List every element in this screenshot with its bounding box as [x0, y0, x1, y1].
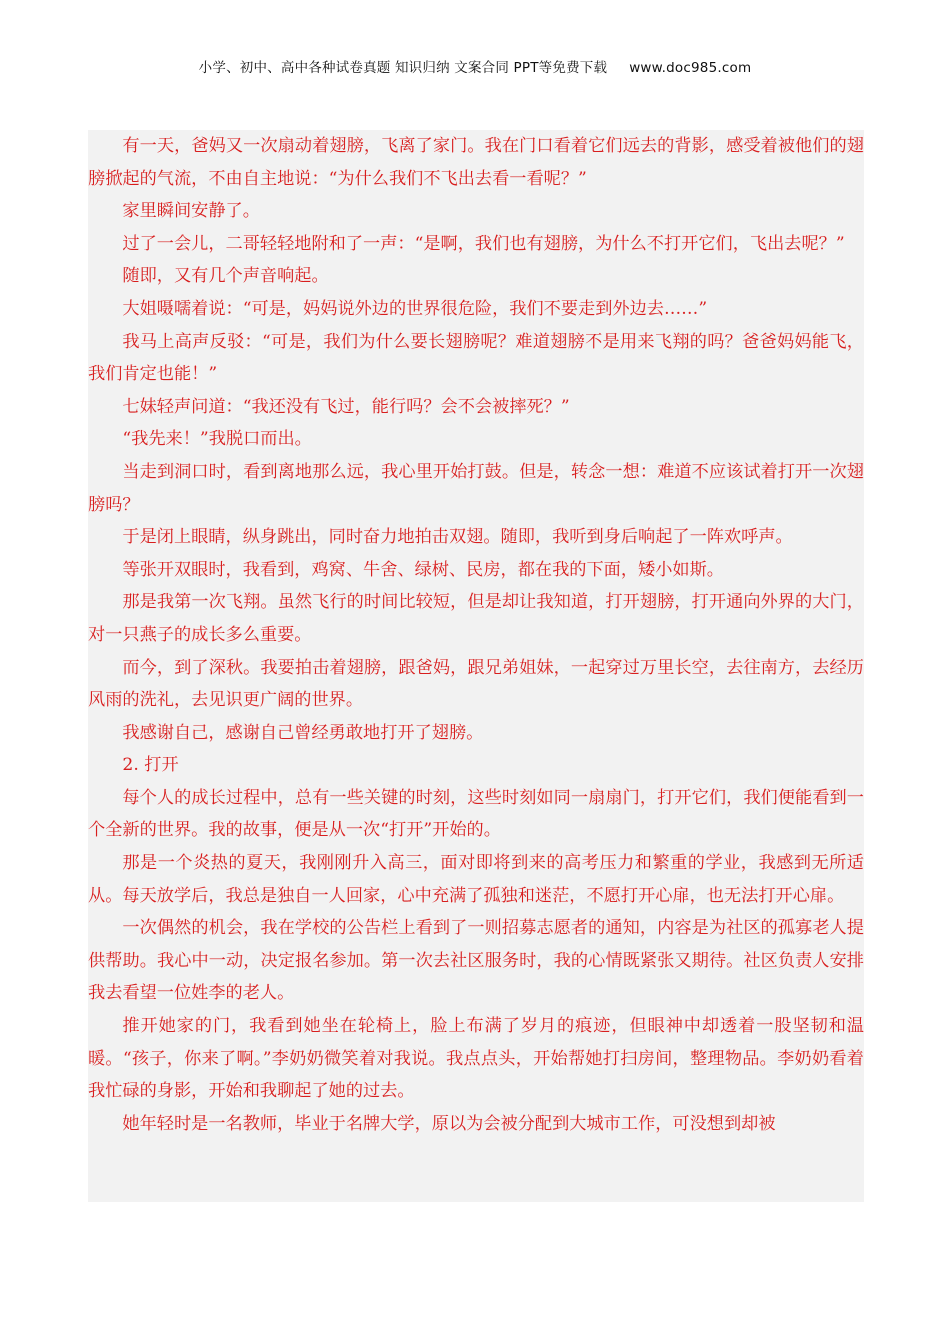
page-header [0, 56, 950, 76]
header-site-link[interactable]: www.doc985.com [629, 60, 752, 76]
paragraph: 推开她家的门，我看到她坐在轮椅上，脸上布满了岁月的痕迹，但眼神中却透着一股坚韧和温暖。“孩子，你来了啊。”李奶奶微笑着对我说。我点点头，开始帮她打扫房间，整理物品。李奶奶看着我忙碌的身影，开始和我聊起了她的过去。 [88, 1016, 864, 1102]
paragraph: 我感谢自己，感谢自己曾经勇敢地打开了翅膀。 [122, 722, 484, 743]
paragraph: 那是一个炎热的夏天，我刚刚升入高三，面对即将到来的高考压力和繁重的学业，我感到无所适从。每天放学后，我总是独自一人回家，心中充满了孤独和迷茫，不愿打开心扉，也无法打开心扉。 [88, 853, 864, 906]
paragraph: 一次偶然的机会，我在学校的公告栏上看到了一则招募志愿者的通知，内容是为社区的孤寡老人提供帮助。我心中一动，决定报名参加。第一次去社区服务时，我的心情既紧张又期待。社区负责人安排我去看望一位姓李的老人。 [88, 918, 864, 1004]
paragraph: 家里瞬间安静了。 [122, 201, 260, 222]
paragraph: 我马上高声反驳：“可是，我们为什么要长翅膀呢？难道翅膀不是用来飞翔的吗？爸爸妈妈能飞，我们肯定也能！” [88, 331, 864, 385]
paragraph: 七妹轻声问道：“我还没有飞过，能行吗？会不会被摔死？” [122, 396, 570, 417]
paragraph: 过了一会儿，二哥轻轻地附和了一声：“是啊，我们也有翅膀，为什么不打开它们，飞出去呢？” [122, 233, 845, 254]
paragraph: 每个人的成长过程中，总有一些关键的时刻，这些时刻如同一扇扇门，打开它们，我们便能看到一个全新的世界。我的故事，便是从一次“打开”开始的。 [88, 787, 864, 841]
paragraph: 她年轻时是一名教师，毕业于名牌大学，原以为会被分配到大城市工作，可没想到却被 [122, 1113, 776, 1134]
paragraph: 当走到洞口时，看到离地那么远，我心里开始打鼓。但是，转念一想：难道不应该试着打开一次翅膀吗？ [88, 461, 864, 515]
paragraph: 于是闭上眼睛，纵身跳出，同时奋力地拍击双翅。随即，我听到身后响起了一阵欢呼声。 [122, 527, 793, 548]
paragraph: 而今，到了深秋。我要拍击着翅膀，跟爸妈，跟兄弟姐妹，一起穿过万里长空，去往南方，去经历风雨的洗礼，去见识更广阔的世界。 [88, 657, 864, 711]
header-text: 小学、初中、高中各种试卷真题 知识归纳 文案合同 PPT等免费下载 [198, 60, 608, 76]
paragraph: “我先来！”我脱口而出。 [122, 429, 312, 450]
paragraph: 大姐嗫嚅着说：“可是，妈妈说外边的世界很危险，我们不要走到外边去……” [122, 298, 708, 319]
paragraph: 有一天，爸妈又一次扇动着翅膀，飞离了家门。我在门口看着它们远去的背影，感受着被他们的翅膀掀起的气流，不由自主地说：“为什么我们不飞出去看一看呢？” [88, 136, 864, 189]
paragraph: 那是我第一次飞翔。虽然飞行的时间比较短，但是却让我知道，打开翅膀，打开通向外界的大门，对一只燕子的成长多么重要。 [88, 592, 864, 645]
essay-content [88, 130, 864, 1202]
paragraph: 等张开双眼时，我看到，鸡窝、牛舍、绿树、民房，都在我的下面，矮小如斯。 [122, 559, 724, 580]
paragraph: 随即，又有几个声音响起。 [122, 266, 329, 287]
section-heading: 2. 打开 [122, 755, 179, 776]
